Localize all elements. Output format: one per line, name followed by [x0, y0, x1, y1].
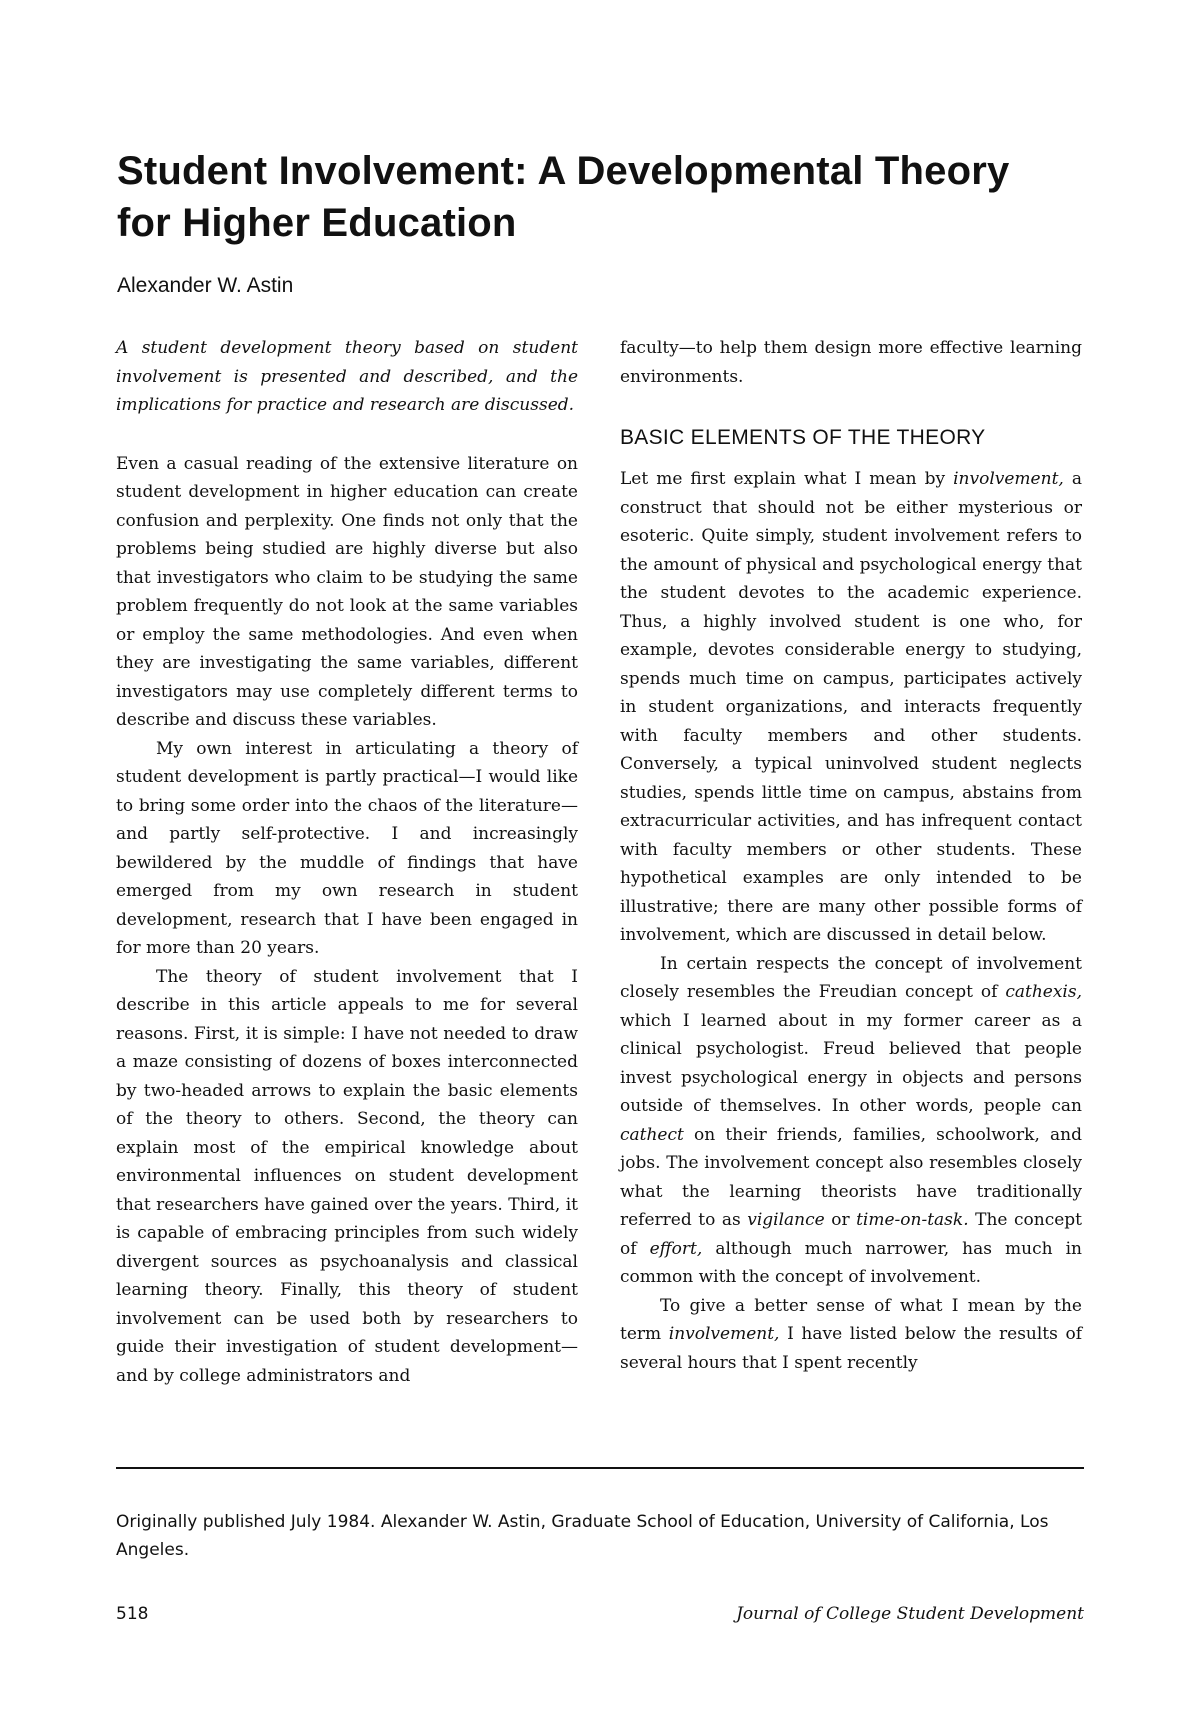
section-paragraph-1: Let me first explain what I mean by involvement, a construct that should not be either mysterious or esoteric. Quite simply, student involvement refers to the amount of physical and psychological energy that the student devotes to the academic experience. Thus, a highly involved student is one who, for example, devotes considerable energy to studying, spends much time on campus, participates actively in student organizations, and interacts frequently with faculty members and other students. Conversely, a typical uninvolved student neglects studies, spends little time on campus, abstains from extracurricular activities, and has infrequent contact with faculty members or other students. These hypothetical examples are only intended to be illustrative; there are many other possible forms of involvement, which are discussed in detail below. — [620, 469, 1082, 945]
abstract: A student development theory based on student involvement is presented and described, and the implications for practice and research are discussed. — [116, 338, 578, 415]
term-cathexis: cathexis, — [1005, 982, 1082, 1002]
section-heading: BASIC ELEMENTS OF THE THEORY — [620, 426, 986, 449]
footnote-divider — [116, 1467, 1084, 1469]
page-number: 518 — [116, 1604, 149, 1624]
article-title — [117, 145, 1097, 249]
section-paragraph-2: In certain respects the concept of involvement closely resembles the Freudian concept of cathexis, which I learned about in my former career as a clinical psychologist. Freud believed that people invest psychological energy in objects and persons outside of themselves. In other words, people can cathect on their friends, families, schoolwork, and jobs. The involvement concept also resembles closely what the learning theorists have traditionally referred to as vigilance or time-on-task. The concept of effort, although much narrower, has much in common with the concept of involvement. — [620, 953, 1083, 1287]
section-paragraph-3: To give a better sense of what I mean by the term involvement, I have listed below the results of several hours that I spent recently — [620, 1295, 1082, 1373]
journal-name: Journal of College Student Development — [736, 1604, 1084, 1624]
term-vigilance: vigilance — [747, 1210, 825, 1230]
body-paragraph-3: The theory of student involvement that I describe in this article appeals to me for several reasons. First, it is simple: I have not needed to draw a maze consisting of dozens of boxes interconnected by two-headed arrows to explain the basic elements of the theory to others. Second, the theory can explain most of the empirical knowledge about environmental influences on student development that researchers have gained over the years. Third, it is capable of embracing principles from such widely divergent sources as psychoanalysis and classical learning theory. Finally, this theory of student involvement can be used both by researchers to guide their investigation of student development—and by college administrators and — [116, 966, 579, 1386]
title-line-2: for Higher Education — [117, 201, 517, 245]
term-involvement: involvement, — [953, 469, 1064, 489]
right-column — [620, 334, 1082, 1377]
term-involvement-2: involvement, — [668, 1324, 780, 1344]
body-paragraph-2: My own interest in articulating a theory of student development is partly practical—I would like to bring some order into the chaos of the literature—and partly self-protective. I and increasingly bewildered by the muddle of findings that have emerged from my own research in student development, research that I have been engaged in for more than 20 years. — [116, 738, 578, 958]
footnote: Originally published July 1984. Alexander W. Astin, Graduate School of Education, University of California, Los Angeles. — [116, 1512, 1049, 1560]
term-cathect: cathect — [620, 1124, 684, 1145]
author-name: Alexander W. Astin — [117, 274, 294, 297]
term-time-on-task: time-on-task. — [856, 1210, 969, 1230]
term-effort: effort, — [649, 1238, 703, 1259]
left-column — [116, 334, 578, 1390]
continuation-paragraph: faculty—to help them design more effective learning environments. — [620, 338, 1082, 387]
body-paragraph-1: Even a casual reading of the extensive literature on student development in higher education can create confusion and perplexity. One finds not only that the problems being studied are highly diverse but also that investigators who claim to be studying the same problem frequently do not look at the same variables or employ the same methodologies. And even when they are investigating the same variables, different investigators may use completely different terms to describe and discuss these variables. — [116, 453, 578, 730]
title-line-1: Student Involvement: A Developmental Theory — [117, 149, 1010, 193]
